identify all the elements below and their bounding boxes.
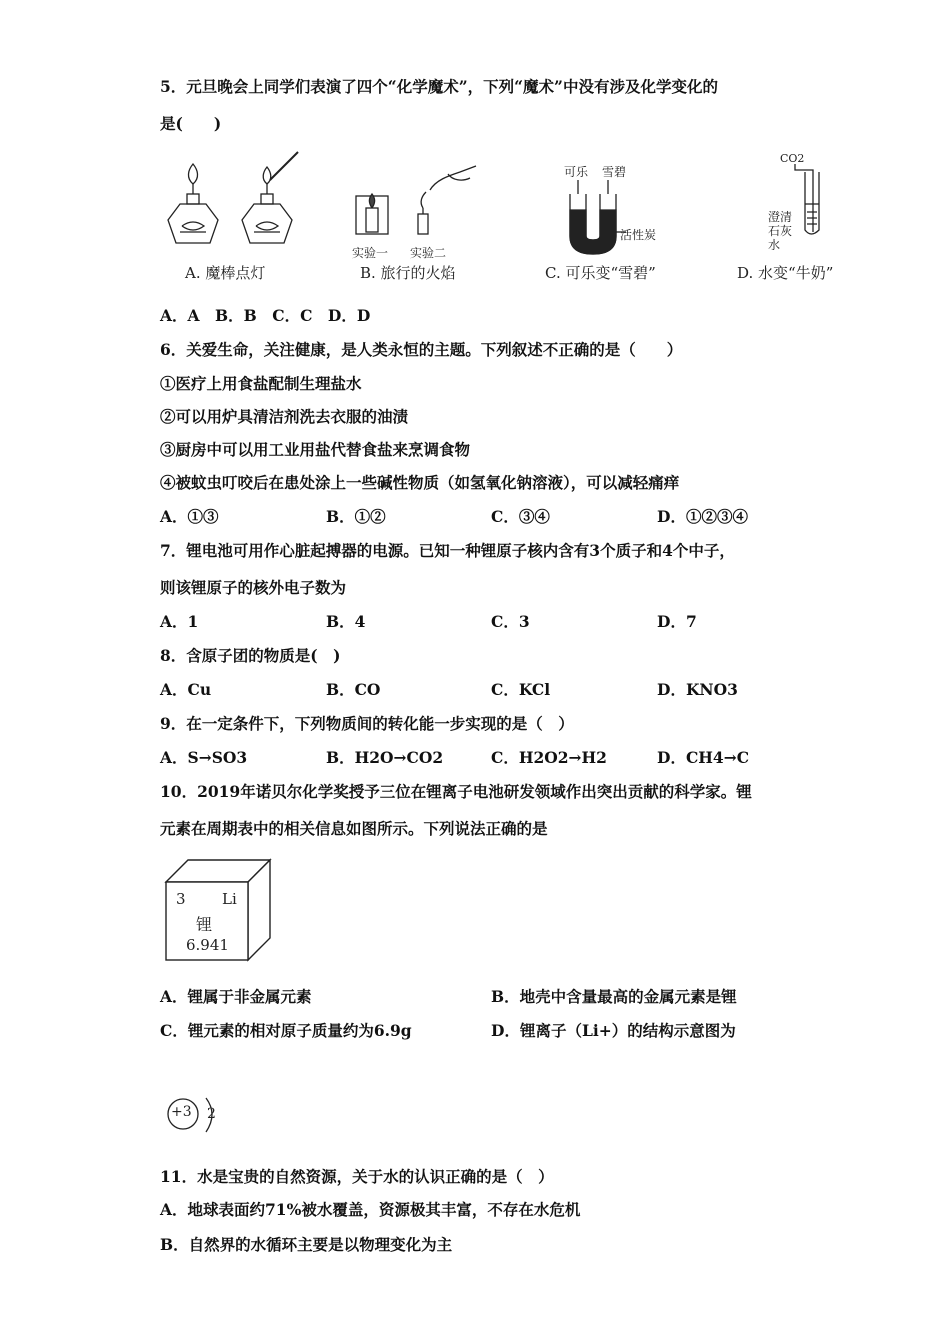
q10-stem-line1: 10．2019年诺贝尔化学奖授予三位在锂离子电池研发领域作出突出贡献的科学家。锂 bbox=[160, 782, 752, 801]
q7-option-b: B．4 bbox=[326, 612, 366, 631]
q11-stem: 11．水是宝贵的自然资源，关于水的认识正确的是（ ） bbox=[160, 1167, 554, 1186]
figure-c-u-tube bbox=[560, 180, 630, 260]
q10-option-b: B．地壳中含量最高的金属元素是锂 bbox=[491, 987, 737, 1006]
q7-stem-line2: 则该锂原子的核外电子数为 bbox=[160, 578, 347, 597]
figure-caption-c: C. 可乐变“雪碧” bbox=[545, 264, 656, 282]
q6-option-c: C．③④ bbox=[491, 507, 550, 526]
q7-option-c: C．3 bbox=[491, 612, 530, 631]
figure-d-label-water: 澄清石灰水 bbox=[768, 210, 793, 252]
element-symbol: Li bbox=[222, 890, 237, 908]
figure-c-label-carbon: 活性炭 bbox=[620, 228, 657, 242]
q9-option-a: A．S→SO3 bbox=[160, 748, 248, 767]
ion-nucleus-charge: +3 bbox=[171, 1104, 192, 1120]
figure-b-label2: 实验二 bbox=[410, 246, 447, 260]
q10-stem-line2: 元素在周期表中的相关信息如图所示。下列说法正确的是 bbox=[160, 819, 548, 838]
q6-option-b: B．①② bbox=[326, 507, 386, 526]
q7-option-a: A．1 bbox=[160, 612, 199, 631]
element-mass: 6.941 bbox=[186, 936, 229, 954]
q7-option-d: D．7 bbox=[657, 612, 697, 631]
q6-stem: 6．关爱生命，关注健康，是人类永恒的主题。下列叙述不正确的是（ ） bbox=[160, 340, 683, 359]
q11-option-a: A．地球表面约71%被水覆盖，资源极其丰富，不存在水危机 bbox=[160, 1200, 581, 1219]
figure-b-label1: 实验一 bbox=[352, 246, 389, 260]
q10-option-a: A．锂属于非金属元素 bbox=[160, 987, 312, 1006]
q8-option-a: A．Cu bbox=[160, 680, 212, 699]
q6-item-2: ②可以用炉具清洁剂洗去衣服的油渍 bbox=[160, 407, 409, 426]
q5-stem-line1: 5．元旦晚会上同学们表演了四个“化学魔术”，下列“魔术”中没有涉及化学变化的 bbox=[160, 77, 718, 96]
figure-d-label-co2: CO2 bbox=[780, 152, 805, 165]
q8-option-d: D．KNO3 bbox=[657, 680, 738, 699]
figure-caption-b: B. 旅行的火焰 bbox=[360, 264, 456, 282]
q9-option-d: D．CH4→C bbox=[657, 748, 750, 767]
element-name: 锂 bbox=[196, 915, 213, 934]
q9-option-c: C．H2O2→H2 bbox=[491, 748, 607, 767]
q6-item-4: ④被蚊虫叮咬后在患处涂上一些碱性物质（如氢氧化钠溶液），可以减轻痛痒 bbox=[160, 473, 680, 492]
q5-stem-line2: 是( ) bbox=[160, 114, 222, 133]
q5-options: A．A B．B C．C D．D bbox=[160, 306, 371, 325]
q11-option-b: B．自然界的水循环主要是以物理变化为主 bbox=[160, 1235, 453, 1254]
q10-option-d: D．锂离子（Li+）的结构示意图为 bbox=[491, 1021, 736, 1040]
q9-stem: 9．在一定条件下，下列物质间的转化能一步实现的是（ ） bbox=[160, 714, 574, 733]
figure-c-label-sprite: 雪碧 bbox=[602, 165, 627, 179]
q8-stem: 8．含原子团的物质是( ) bbox=[160, 646, 341, 665]
element-number: 3 bbox=[176, 890, 186, 908]
q10-option-c: C．锂元素的相对原子质量约为6.9g bbox=[160, 1021, 412, 1040]
figure-b-candles bbox=[352, 162, 482, 244]
q6-item-3: ③厨房中可以用工业用盐代替食盐来烹调食物 bbox=[160, 440, 471, 459]
q8-option-c: C．KCl bbox=[491, 680, 551, 699]
q9-option-b: B．H2O→CO2 bbox=[326, 748, 444, 767]
q8-option-b: B．CO bbox=[326, 680, 381, 699]
q6-option-d: D．①②③④ bbox=[657, 507, 748, 526]
figure-caption-a: A. 魔棒点灯 bbox=[185, 264, 266, 282]
figure-c-label-cola: 可乐 bbox=[564, 165, 589, 179]
q7-stem-line1: 7．锂电池可用作心脏起搏器的电源。已知一种锂原子核内含有3个质子和4个中子， bbox=[160, 541, 735, 560]
figure-caption-d: D. 水变“牛奶” bbox=[737, 264, 834, 282]
figure-a-alcohol-lamps bbox=[160, 148, 310, 248]
q6-option-a: A．①③ bbox=[160, 507, 219, 526]
q6-item-1: ①医疗上用食盐配制生理盐水 bbox=[160, 374, 362, 393]
ion-shell-electrons: 2 bbox=[207, 1106, 216, 1122]
